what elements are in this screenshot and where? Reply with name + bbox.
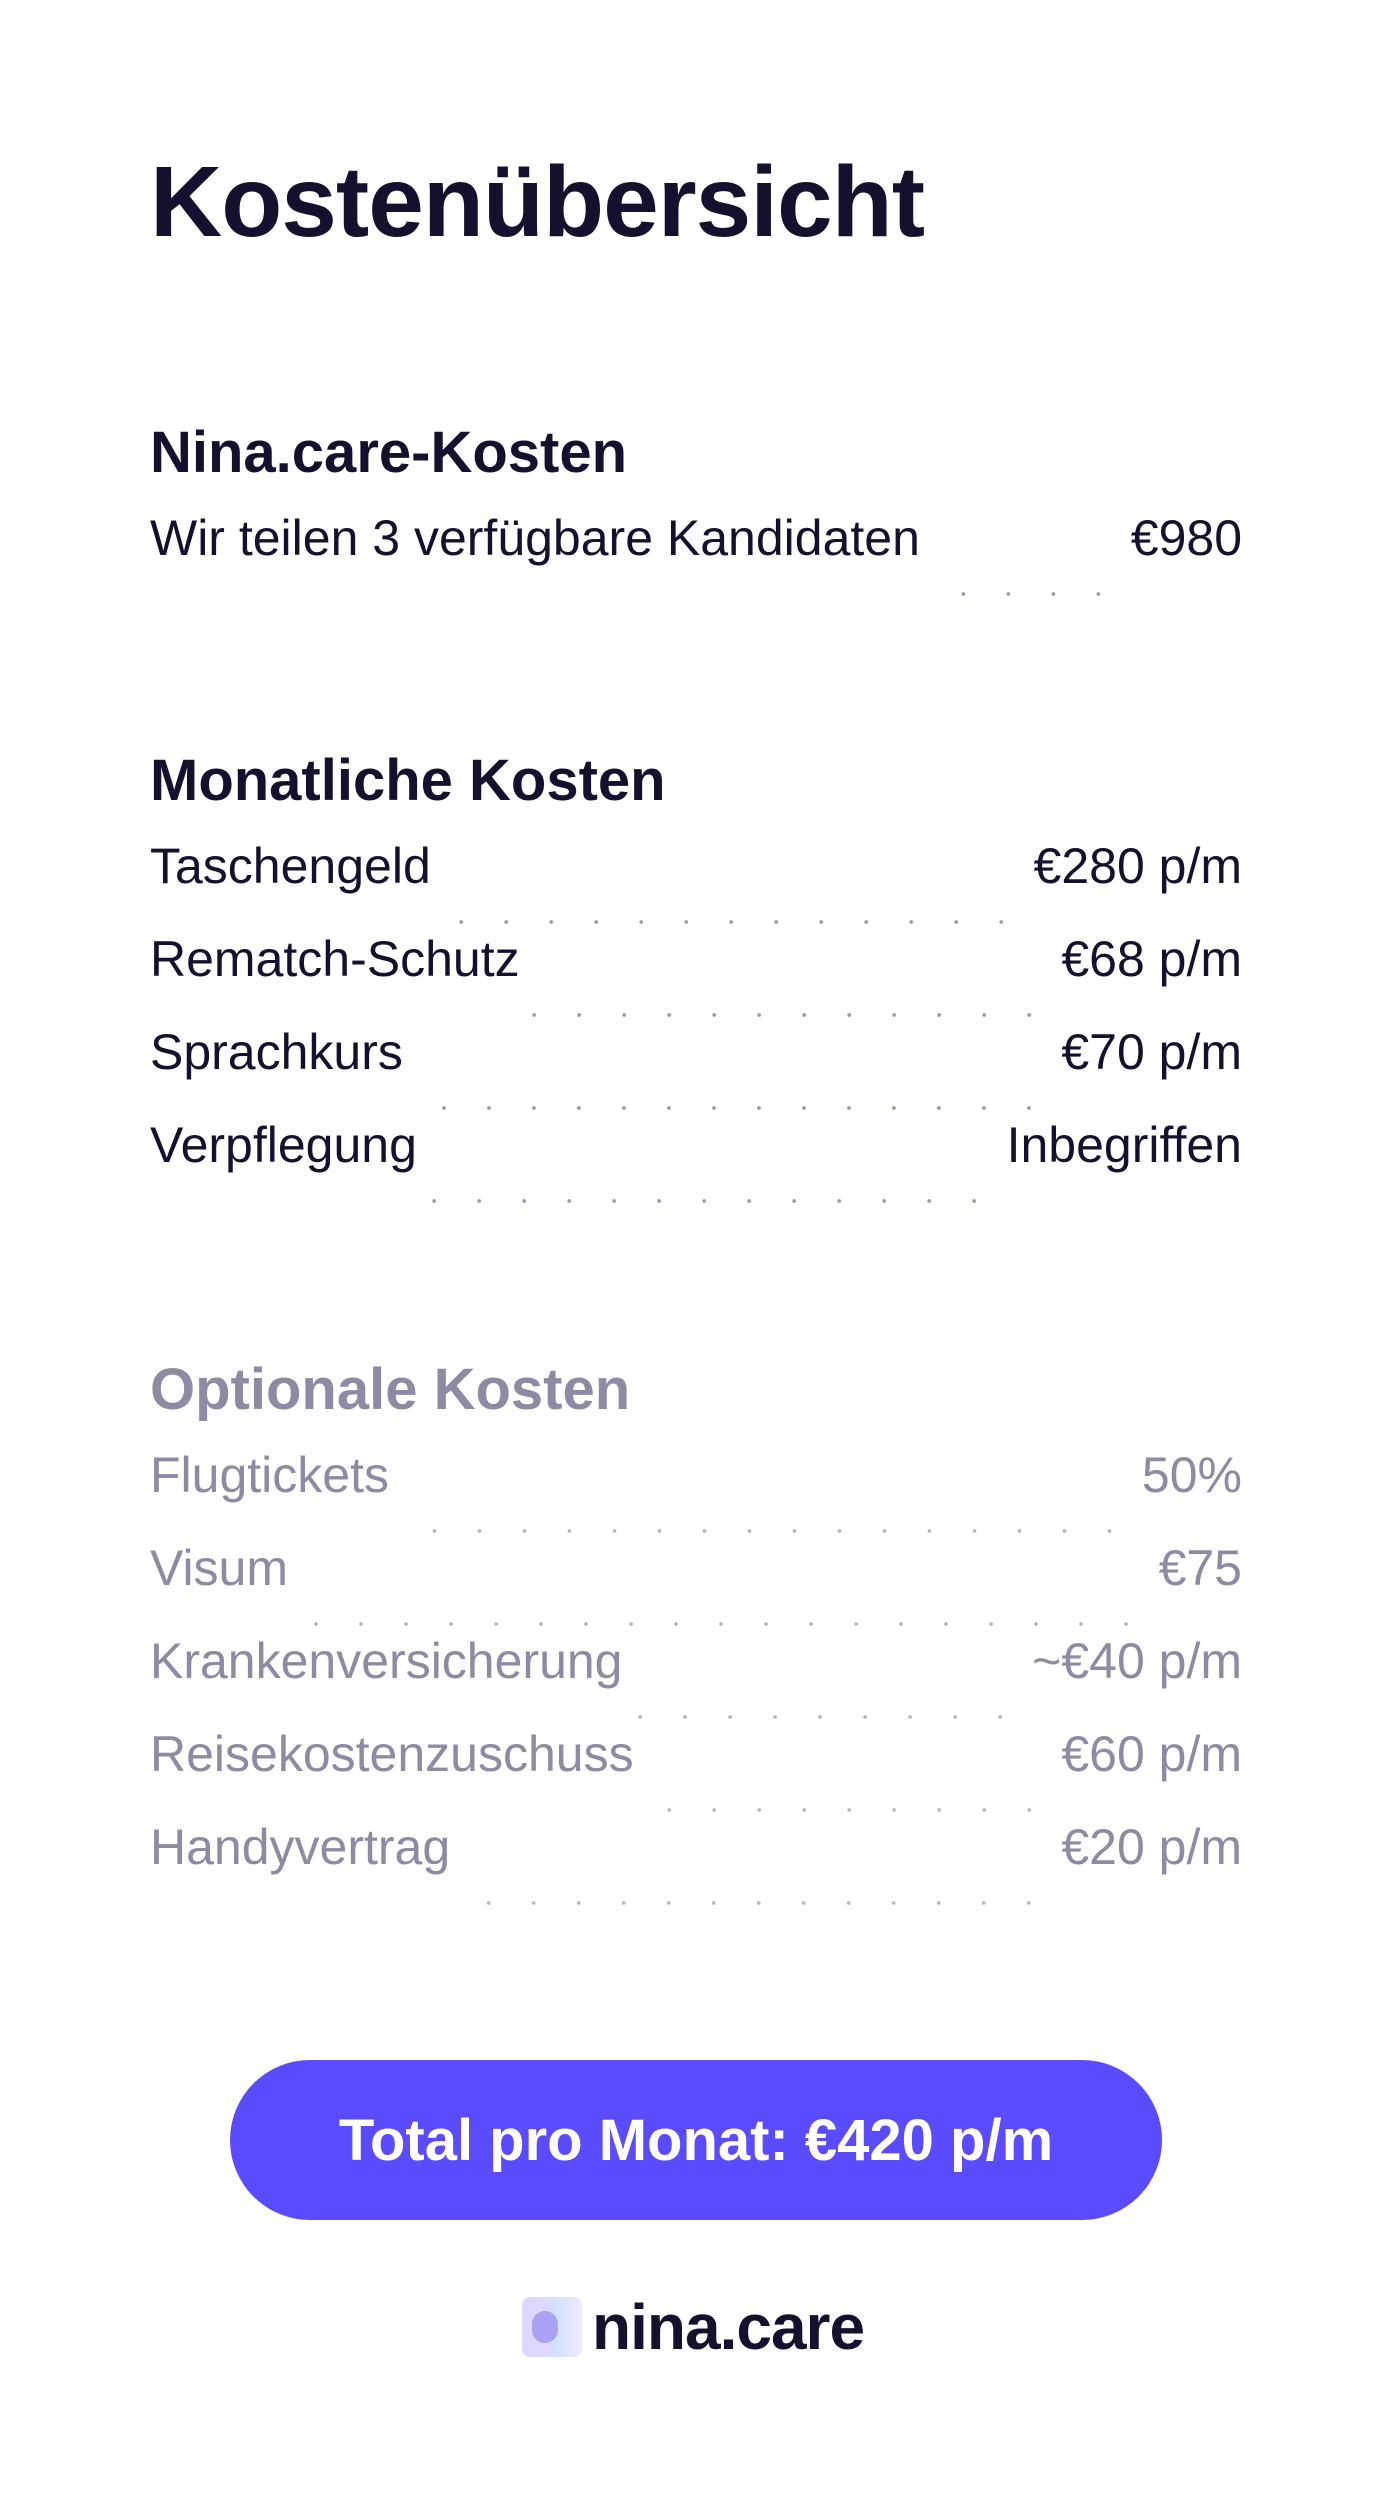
cost-row-value: €60 p/m [1061,1725,1242,1782]
cost-row-value: €68 p/m [1061,930,1242,987]
cost-row [150,837,1242,934]
dotted-leader [930,592,1121,596]
cost-row-label: Rematch-Schutz [150,930,520,987]
cost-row-value: €980 [1130,509,1242,566]
cost-row [150,1818,1242,1915]
cost-row-value: Inbegriffen [1006,1116,1242,1173]
nina-care-logo-icon [522,2297,582,2357]
cost-row-value: ~€40 p/m [1032,1632,1242,1689]
cost-row [150,509,1242,606]
cost-row [150,1116,1242,1213]
cost-row-label: Taschengeld [150,837,431,894]
cost-row-label: Krankenversicherung [150,1632,623,1689]
cost-row-label: Visum [150,1539,289,1596]
cost-row [150,1023,1242,1120]
cost-row-label: Verpflegung [150,1116,417,1173]
cost-row-value: €20 p/m [1061,1818,1242,1875]
cost-row [150,930,1242,1027]
cost-row-label: Handyvertrag [150,1818,451,1875]
cost-row-value: €75 [1158,1539,1242,1596]
cost-row-value: €70 p/m [1061,1023,1242,1080]
cost-row [150,1632,1242,1729]
dotted-leader [644,1808,1052,1812]
dotted-leader [633,1715,1023,1719]
monthly-costs-section [150,748,1242,1213]
nina-costs-heading: Nina.care-Kosten [150,420,628,485]
cost-row-label: Wir teilen 3 verfügbare Kandidaten [150,509,920,566]
dotted-leader [413,1106,1051,1110]
cost-row [150,1725,1242,1822]
cost-row-value: 50% [1141,1446,1242,1503]
total-per-month-button[interactable]: Total pro Monat: €420 p/m [230,2060,1162,2220]
cost-row [150,1539,1242,1636]
monthly-costs-heading: Monatliche Kosten [150,748,666,813]
cost-row-label: Sprachkurs [150,1023,403,1080]
brand-logo [522,2291,865,2363]
dotted-leader [441,920,1024,924]
page-title: Kostenübersicht [150,146,925,258]
brand-name: nina.care [592,2291,865,2363]
optional-costs-heading: Optionale Kosten [150,1357,631,1422]
cost-row [150,1446,1242,1543]
dotted-leader [399,1529,1132,1533]
dotted-leader [530,1013,1052,1017]
nina-costs-section [150,420,1242,606]
cost-row-label: Flugtickets [150,1446,389,1503]
dotted-leader [460,1901,1051,1905]
dotted-leader [298,1622,1149,1626]
dotted-leader [427,1199,997,1203]
optional-costs-section [150,1357,1242,1915]
cost-row-label: Reisekostenzuschuss [150,1725,634,1782]
logo-dot-shape [532,2311,558,2343]
cost-overview-page [150,0,1242,2507]
cost-row-value: €280 p/m [1033,837,1242,894]
